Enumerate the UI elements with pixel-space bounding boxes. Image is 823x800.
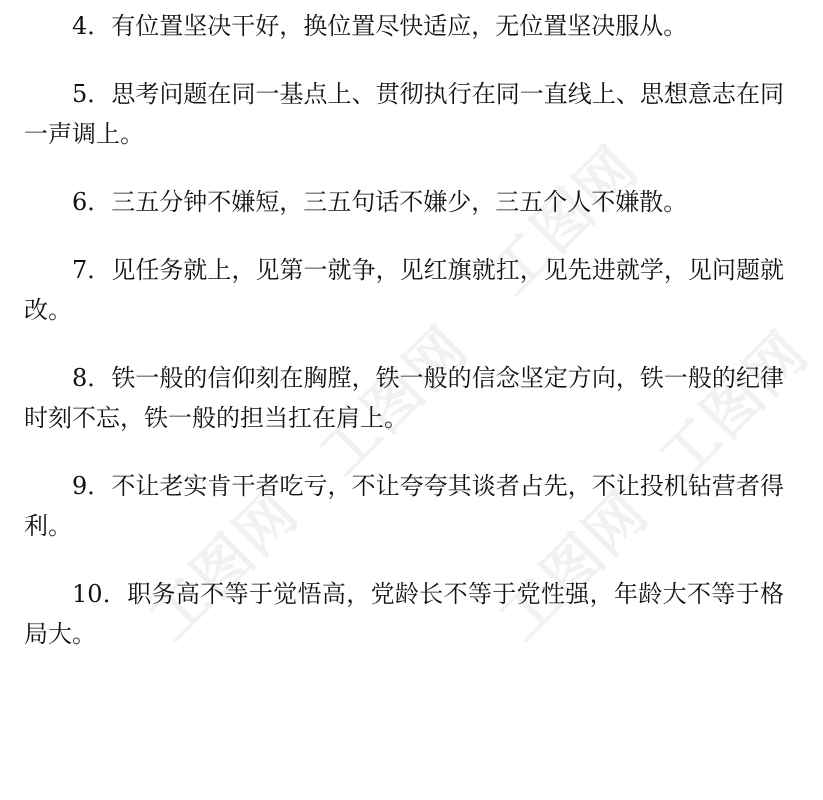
paragraph-4: 4．有位置坚决干好，换位置尽快适应，无位置坚决服从。 bbox=[72, 12, 688, 40]
paragraph-7: 7．见任务就上，见第一就争，见红旗就扛，见先进就学，见问题就改。 bbox=[24, 256, 784, 324]
watermark-text: 工图网 bbox=[305, 312, 482, 489]
watermark-text: 工图网 bbox=[475, 132, 652, 309]
paragraph-9: 9．不让老实肯干者吃亏，不让夸夸其谈者占先，不让投机钻营者得利。 bbox=[24, 472, 784, 540]
paragraph-10: 10．职务高不等于觉悟高，党龄长不等于党性强，年龄大不等于格局大。 bbox=[24, 580, 784, 648]
watermark-text: 工图网 bbox=[485, 477, 662, 654]
watermark-text: 工图网 bbox=[135, 477, 312, 654]
document-body bbox=[24, 6, 784, 682]
watermark-text: 工图网 bbox=[645, 317, 822, 494]
paragraph-8: 8．铁一般的信仰刻在胸膛，铁一般的信念坚定方向，铁一般的纪律时刻不忘，铁一般的担当扛在肩上。 bbox=[24, 364, 784, 432]
paragraph-6: 6．三五分钟不嫌短，三五句话不嫌少，三五个人不嫌散。 bbox=[72, 188, 688, 216]
paragraph-5: 5．思考问题在同一基点上、贯彻执行在同一直线上、思想意志在同一声调上。 bbox=[24, 80, 784, 148]
